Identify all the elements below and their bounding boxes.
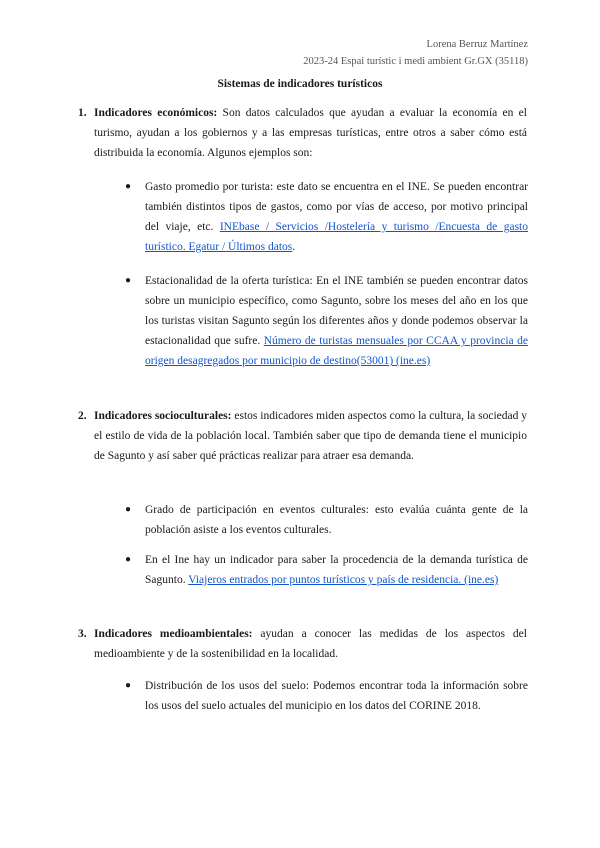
bullet-participacion-eventos [125,500,528,540]
section-medioambiental [78,624,527,664]
bullet-estacionalidad [125,271,529,371]
bullet-after: . [292,241,296,253]
author-name: Lorena Berruz Martínez [426,39,528,50]
section-number: 2. [78,410,87,422]
section-heading: Indicadores medioambientales: [94,628,253,640]
section-text: estos indicadores miden aspectos como la cultura, la sociedad y el estilo de vida de la población local. También saber que tipo de demanda tiene el municipio de Sagunto y así saber qué prácticas realizar para atraer esa demanda. [94,410,527,462]
course-name: 2023-24 Espai turístic i medi ambient Gr.GX (35118) [303,56,528,67]
bullet-text: Gasto promedio por turista: este dato se encuentra en el INE. Se pueden encontrar también distintos tipos de gastos, como por vías de acceso, por motivo principal del viaje, etc. [145,181,528,233]
bullet-gasto-promedio [125,177,528,257]
bullet-usos-suelo [125,676,528,716]
section-heading: Indicadores económicos: [94,107,218,119]
bullet-marker: ● [125,554,132,565]
bullet-marker: ● [125,680,132,691]
bullet-marker: ● [125,181,132,192]
ine-viajeros-link[interactable]: Viajeros entrados por puntos turísticos y país de residencia. (ine.es) [188,574,499,586]
section-sociocultural [78,406,527,466]
section-text: Son datos calculados que ayudan a evaluar la economía en el turismo, ayudan a los gobiernos y a las empresas turísticas, entre otros a saber cómo está distribuida la economía. Algunos ejemplos son: [94,107,527,159]
bullet-text: En el Ine hay un indicador para saber la procedencia de la demanda turística de Sagunto. [145,554,528,586]
bullet-text: Estacionalidad de la oferta turística: En el INE también se pueden encontrar datos sobre un municipio específico, como Sagunto, sobre los meses del año en los que los turistas visitan Sagunto según los diferentes años y donde podemos observar la estacionalidad que sufre. [145,275,528,347]
section-number: 1. [78,107,87,119]
bullet-text: Grado de participación en eventos culturales: esto evalúa cuánta gente de la población asiste a los eventos culturales. [145,504,528,536]
bullet-procedencia-demanda [125,550,528,590]
section-heading: Indicadores socioculturales: [94,410,232,422]
section-number: 3. [78,628,87,640]
section-text: ayudan a conocer las medidas de los aspectos del medioambiente y de la sostenibilidad en la localidad. [94,628,527,660]
bullet-text: Distribución de los usos del suelo: Podemos encontrar toda la información sobre los usos del suelo actuales del municipio en los datos del CORINE 2018. [145,680,528,712]
ine-turistas-mensuales-link[interactable]: Número de turistas mensuales por CCAA y provincia de origen desagregados por municipio de destino(53001) (ine.es) [145,335,529,367]
bullet-marker: ● [125,275,132,286]
bullet-marker: ● [125,504,132,515]
document-title: Sistemas de indicadores turísticos [217,78,383,90]
page-header [303,36,528,70]
ine-egatur-link[interactable]: INEbase / Servicios /Hostelería y turismo /Encuesta de gasto turístico. Egatur / Últimos datos [145,221,528,253]
section-economic [78,103,527,163]
